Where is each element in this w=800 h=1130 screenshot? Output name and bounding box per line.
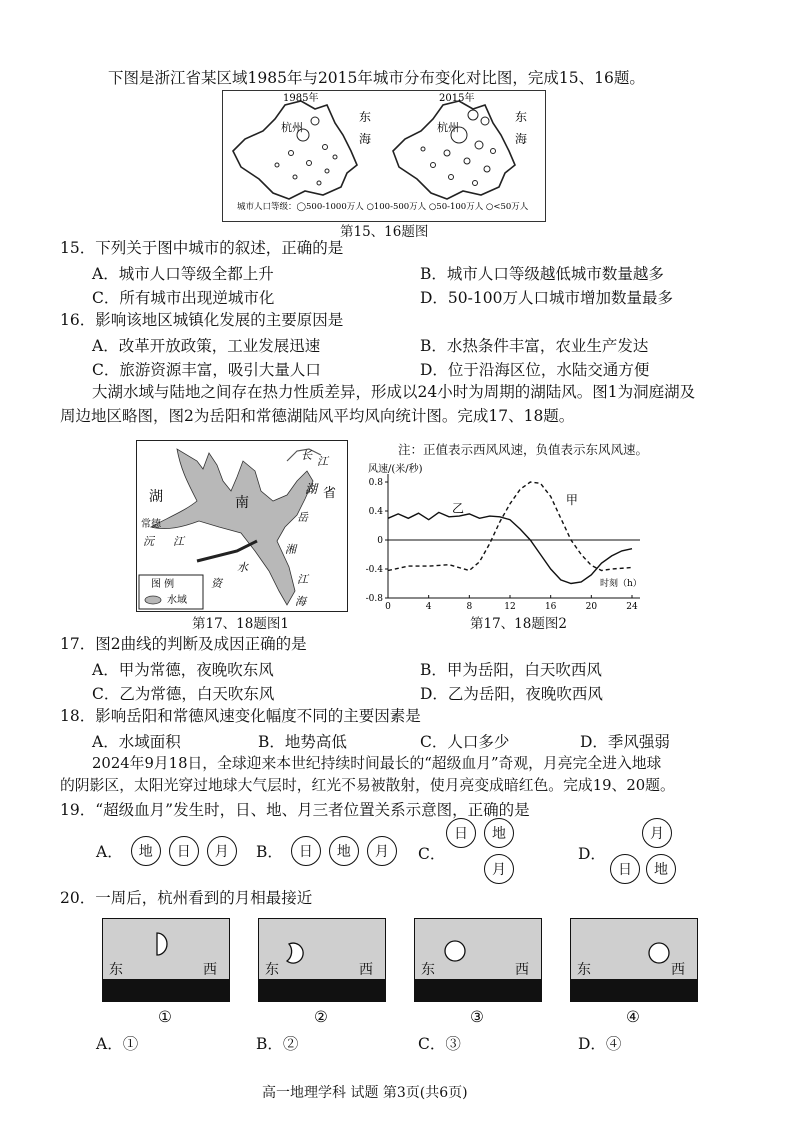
moon-phase-box-4	[570, 918, 698, 1002]
west-label: 西	[359, 962, 373, 978]
map2-caption: 第17、18题图1	[192, 616, 289, 632]
chart-ylabel: 风速/(米/秒)	[368, 464, 423, 475]
chart-x-tick-label: 24	[626, 602, 638, 610]
chart-note: 注：正值表示西风风速，负值表示东风风速。	[398, 442, 649, 457]
map1-caption: 第15、16题图	[340, 224, 429, 240]
chart-xlabel: 时刻（h）	[600, 579, 642, 589]
dongting-map-svg	[137, 441, 347, 611]
q19-option-d-label[interactable]: D．	[578, 845, 606, 863]
moon-box-number-2: ②	[314, 1008, 328, 1026]
q20-stem: 20．一周后，杭州看到的月相最接近	[60, 889, 313, 907]
year-1985: 1985年	[283, 93, 319, 104]
intro-15-16: 下图是浙江省某区域1985年与2015年城市分布变化对比图，完成15、16题。	[108, 69, 645, 87]
page-footer: 高一地理学科 试题 第3页(共6页)	[262, 1085, 468, 1101]
earth-circle: 地	[329, 836, 359, 866]
q19-option-b[interactable]	[256, 836, 397, 866]
chart-series-label-2: 乙	[452, 501, 465, 516]
label-jiang2: 江	[173, 535, 184, 548]
q17-stem: 17．图2曲线的判断及成因正确的是	[60, 635, 307, 653]
chart-x-tick-label: 4	[425, 602, 432, 610]
chart-x-tick-label: 20	[585, 602, 598, 610]
chart-y-tick-label: 0.8	[368, 478, 383, 488]
label-hu: 湖	[149, 489, 163, 505]
moon-box-number-1: ①	[158, 1008, 172, 1026]
q18-option-a[interactable]: A．水域面积	[92, 733, 181, 751]
sun-circle: 日	[446, 818, 476, 848]
q20-option-c[interactable]: C．③	[418, 1035, 461, 1053]
q20-option-a[interactable]: A．①	[96, 1035, 139, 1053]
q17-option-a[interactable]: A．甲为常德，夜晚吹东风	[92, 661, 274, 679]
intro-19-20-line1: 2024年9月18日，全球迎来本世纪持续时间最长的“超级血月”奇观，月亮完全进入地球	[92, 755, 662, 772]
city-hangzhou-2015: 杭州	[437, 121, 459, 134]
dongting-lake-map	[136, 440, 348, 612]
moon-circle: 月	[367, 836, 397, 866]
q15-option-d[interactable]: D．50-100万人口城市增加数量最多	[420, 289, 673, 307]
sun-circle: 日	[169, 836, 199, 866]
moon-full-west-icon	[647, 941, 671, 965]
sea-label-2: 海	[359, 132, 372, 146]
q16-option-a[interactable]: A．改革开放政策，工业发展迅速	[92, 337, 321, 355]
chart-y-tick-label: -0.8	[365, 594, 383, 604]
label-shui: 水	[237, 561, 248, 574]
ground-strip	[571, 979, 697, 1001]
sea-label-3: 东	[515, 110, 528, 124]
moon-phase-box-3	[414, 918, 542, 1002]
q18-stem: 18．影响岳阳和常德风速变化幅度不同的主要因素是	[60, 707, 421, 725]
label-zi: 资	[211, 577, 222, 590]
chart-x-tick-label: 16	[544, 602, 557, 610]
intro-17-18-line1: 大湖水域与陆地之间存在热力性质差异，形成以24小时为周期的湖陆风。图1为洞庭湖及	[92, 383, 696, 401]
label-xiang: 湘	[285, 543, 296, 556]
label-chang: 长	[301, 449, 312, 462]
ground-strip	[415, 979, 541, 1001]
q17-option-d[interactable]: D．乙为岳阳，夜晚吹西风	[420, 685, 603, 703]
q15-option-a[interactable]: A．城市人口等级全都上升	[92, 265, 274, 283]
intro-19-20-line2: 的阴影区，太阳光穿过地球大气层时，红光不易被散射，使月亮变成暗红色。完成19、20题。	[60, 777, 675, 794]
q18-option-b[interactable]: B．地势高低	[258, 733, 347, 751]
sun-circle: 日	[610, 854, 640, 884]
chart-x-tick-label: 8	[466, 602, 473, 610]
q16-option-d[interactable]: D．位于沿海区位，水陆交通方便	[420, 361, 650, 379]
moon-circle: 月	[484, 854, 514, 884]
city-map-svg	[223, 91, 545, 221]
legend-water-swatch	[145, 596, 161, 604]
west-label: 西	[671, 962, 685, 978]
label-nan: 南	[235, 495, 249, 511]
label-yue: 岳	[297, 511, 308, 524]
q16-stem: 16．影响该地区城镇化发展的主要原因是	[60, 311, 344, 329]
east-label: 东	[577, 962, 591, 978]
intro-17-18-line2: 周边地区略图，图2为岳阳和常德湖陆风平均风向统计图。完成17、18题。	[60, 407, 575, 425]
label-changde: 常德	[141, 519, 161, 530]
moon-phase-box-1	[102, 918, 230, 1002]
q15-option-b[interactable]: B．城市人口等级越低城市数量越多	[420, 265, 664, 283]
label-sheng: 省	[323, 486, 337, 501]
q19-option-a[interactable]	[96, 836, 237, 866]
chart-caption: 第17、18题图2	[470, 616, 567, 632]
earth-circle: 地	[131, 836, 161, 866]
moon-box-number-4: ④	[626, 1008, 640, 1026]
label-jiang3: 江	[297, 573, 308, 586]
q20-option-d[interactable]: D．④	[578, 1035, 622, 1053]
west-label: 西	[515, 962, 529, 978]
moon-full-icon	[443, 939, 467, 963]
city-distribution-map	[222, 90, 546, 222]
q16-option-b[interactable]: B．水热条件丰富，农业生产发达	[420, 337, 649, 355]
chart-x-tick-label: 12	[504, 602, 516, 610]
label-yuan: 沅	[143, 535, 154, 548]
ground-strip	[103, 979, 229, 1001]
chart-x-tick-label: 0	[385, 602, 391, 610]
wind-speed-chart	[356, 460, 656, 610]
legend-title: 图 例	[151, 579, 175, 590]
q15-stem: 15．下列关于图中城市的叙述，正确的是	[60, 239, 344, 257]
moon-box-number-3: ③	[470, 1008, 484, 1026]
q19-stem: 19．“超级血月”发生时，日、地、月三者位置关系示意图，正确的是	[60, 801, 530, 819]
q17-option-b[interactable]: B．甲为岳阳，白天吹西风	[420, 661, 602, 679]
q18-option-d[interactable]: D．季风强弱	[580, 733, 670, 751]
east-label: 东	[265, 962, 279, 978]
q17-option-c[interactable]: C．乙为常德，白天吹东风	[92, 685, 275, 703]
chart-y-tick-label: 0	[377, 536, 383, 546]
q16-option-c[interactable]: C．旅游资源丰富，吸引大量人口	[92, 361, 321, 379]
wind-speed-chart-svg	[356, 460, 656, 610]
sea-label-4: 海	[515, 132, 528, 146]
q19-option-c-figure[interactable]	[446, 818, 526, 890]
sea-label-1: 东	[359, 110, 372, 124]
east-label: 东	[421, 962, 435, 978]
moon-phase-box-2	[258, 918, 386, 1002]
chart-series-line-1	[388, 482, 632, 571]
q19-option-b-label: B．	[256, 843, 283, 861]
city-hangzhou-1985: 杭州	[281, 121, 303, 134]
chart-series-label-1: 甲	[565, 492, 578, 507]
legend-water-label: 水域	[167, 595, 187, 606]
chart-y-tick-label: 0.4	[368, 507, 383, 517]
q20-option-b[interactable]: B．②	[256, 1035, 299, 1053]
moon-half-icon	[153, 931, 173, 957]
label-hu2: 湖	[305, 482, 318, 496]
q19-option-d-figure[interactable]	[610, 818, 690, 890]
q19-option-c-label[interactable]: C．	[418, 845, 446, 863]
earth-circle: 地	[646, 854, 676, 884]
chart-series-line-2	[388, 512, 632, 583]
year-2015: 2015年	[439, 93, 475, 104]
label-hai: 海	[295, 595, 306, 608]
q18-option-c[interactable]: C．人口多少	[420, 733, 510, 751]
ground-strip	[259, 979, 385, 1001]
moon-circle: 月	[207, 836, 237, 866]
earth-circle: 地	[484, 818, 514, 848]
q15-option-c[interactable]: C．所有城市出现逆城市化	[92, 289, 275, 307]
map1-legend: 城市人口等级：◯500-1000万人 ○100-500万人 ○50-100万人 ○<50万人	[237, 202, 529, 212]
sun-circle: 日	[291, 836, 321, 866]
label-jiang: 江	[317, 455, 328, 468]
moon-circle: 月	[642, 818, 672, 848]
east-label: 东	[109, 962, 123, 978]
moon-gibbous-tilted-icon	[283, 941, 305, 965]
west-label: 西	[203, 962, 217, 978]
chart-y-tick-label: -0.4	[365, 565, 383, 575]
q19-option-a-label: A．	[96, 843, 123, 861]
